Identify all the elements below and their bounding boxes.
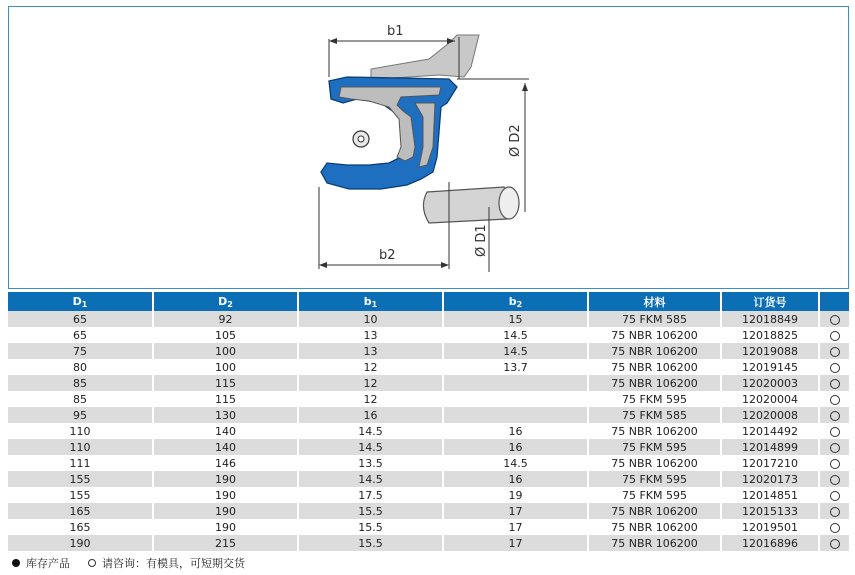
cell-d2: 105 — [153, 327, 298, 343]
empty-circle-icon — [830, 459, 840, 469]
empty-circle-icon — [830, 443, 840, 453]
cell-order: 12020004 — [721, 391, 819, 407]
empty-circle-icon — [88, 559, 96, 567]
cell-material: 75 FKM 595 — [588, 487, 721, 503]
header-label: 订货号 — [753, 295, 787, 309]
cell-d2: 140 — [153, 439, 298, 455]
cell-d2: 92 — [153, 311, 298, 327]
empty-circle-icon — [830, 411, 840, 421]
cell-b1: 14.5 — [298, 423, 443, 439]
table-row — [8, 519, 849, 535]
cell-b2: 16 — [443, 471, 588, 487]
cell-b1: 15.5 — [298, 503, 443, 519]
empty-circle-icon — [830, 523, 840, 533]
shaft-end — [499, 187, 519, 219]
cell-d2: 140 — [153, 423, 298, 439]
table-row — [8, 327, 849, 343]
empty-circle-icon — [830, 331, 840, 341]
empty-circle-icon — [830, 427, 840, 437]
column-header-6 — [819, 292, 849, 311]
cell-d1: 190 — [8, 535, 153, 551]
header-subscript: 1 — [81, 299, 88, 309]
empty-circle-icon — [830, 395, 840, 405]
cell-order: 12016896 — [721, 535, 819, 551]
cell-order: 12020173 — [721, 471, 819, 487]
cell-d1: 85 — [8, 391, 153, 407]
cell-d1: 95 — [8, 407, 153, 423]
cell-material: 75 FKM 595 — [588, 471, 721, 487]
cell-d2: 100 — [153, 343, 298, 359]
table-row — [8, 503, 849, 519]
cell-stock-status — [819, 471, 849, 487]
cell-stock-status — [819, 487, 849, 503]
cell-b1: 13.5 — [298, 455, 443, 471]
cell-b1: 15.5 — [298, 519, 443, 535]
label-d2: Ø D2 — [508, 124, 523, 157]
technical-drawing-panel — [8, 6, 849, 289]
cell-b1: 12 — [298, 359, 443, 375]
legend-in-stock: 库存产品 — [26, 557, 70, 570]
cell-order: 12015133 — [721, 503, 819, 519]
cell-b2: 15 — [443, 311, 588, 327]
table-row — [8, 423, 849, 439]
cell-d1: 111 — [8, 455, 153, 471]
cell-b2: 16 — [443, 423, 588, 439]
header-label: 材料 — [643, 295, 666, 309]
table-row — [8, 439, 849, 455]
legend-inquiry: 请咨询：有模具，可短期交货 — [102, 557, 245, 570]
cell-order: 12019088 — [721, 343, 819, 359]
empty-circle-icon — [830, 363, 840, 373]
cell-stock-status — [819, 311, 849, 327]
cell-order: 12020008 — [721, 407, 819, 423]
empty-circle-icon — [830, 507, 840, 517]
cell-b2 — [443, 407, 588, 423]
table-row — [8, 535, 849, 551]
cell-stock-status — [819, 519, 849, 535]
cell-material: 75 NBR 106200 — [588, 359, 721, 375]
cell-d2: 115 — [153, 375, 298, 391]
cell-d1: 155 — [8, 487, 153, 503]
column-header-4 — [588, 292, 721, 311]
cell-d1: 65 — [8, 327, 153, 343]
table-body — [8, 311, 849, 551]
empty-circle-icon — [830, 539, 840, 549]
cell-d1: 85 — [8, 375, 153, 391]
label-b1: b1 — [387, 24, 404, 39]
cell-stock-status — [819, 391, 849, 407]
column-header-0 — [8, 292, 153, 311]
cell-stock-status — [819, 455, 849, 471]
cell-d1: 165 — [8, 503, 153, 519]
table-row — [8, 487, 849, 503]
cell-material: 75 FKM 595 — [588, 439, 721, 455]
cell-order: 12019501 — [721, 519, 819, 535]
cell-stock-status — [819, 407, 849, 423]
table-row — [8, 359, 849, 375]
cell-b1: 12 — [298, 375, 443, 391]
table-row — [8, 391, 849, 407]
cell-material: 75 NBR 106200 — [588, 375, 721, 391]
column-header-5 — [721, 292, 819, 311]
cell-d2: 190 — [153, 503, 298, 519]
cell-b2: 19 — [443, 487, 588, 503]
cell-material: 75 FKM 585 — [588, 311, 721, 327]
cell-b1: 10 — [298, 311, 443, 327]
filled-circle-icon — [12, 559, 20, 567]
cell-b2: 16 — [443, 439, 588, 455]
cell-stock-status — [819, 327, 849, 343]
seal-cross-section-drawing — [9, 7, 850, 290]
cell-b2: 17 — [443, 535, 588, 551]
cell-material: 75 NBR 106200 — [588, 535, 721, 551]
cell-material: 75 NBR 106200 — [588, 519, 721, 535]
cell-d2: 190 — [153, 487, 298, 503]
cell-d1: 75 — [8, 343, 153, 359]
empty-circle-icon — [830, 315, 840, 325]
cell-order: 12014851 — [721, 487, 819, 503]
header-label: D — [218, 294, 228, 308]
cell-b1: 14.5 — [298, 439, 443, 455]
cell-stock-status — [819, 375, 849, 391]
table-header-row — [8, 292, 849, 311]
cell-d2: 190 — [153, 519, 298, 535]
cell-d2: 115 — [153, 391, 298, 407]
cell-d2: 215 — [153, 535, 298, 551]
cell-d1: 165 — [8, 519, 153, 535]
cell-d1: 110 — [8, 439, 153, 455]
cell-stock-status — [819, 343, 849, 359]
cell-b1: 12 — [298, 391, 443, 407]
spring-core — [358, 136, 364, 142]
cell-material: 75 NBR 106200 — [588, 503, 721, 519]
header-label: D — [72, 294, 82, 308]
cell-d2: 130 — [153, 407, 298, 423]
cell-b2 — [443, 391, 588, 407]
housing-shape — [371, 35, 479, 79]
cell-b1: 13 — [298, 343, 443, 359]
cell-stock-status — [819, 535, 849, 551]
cell-order: 12018825 — [721, 327, 819, 343]
empty-circle-icon — [830, 347, 840, 357]
cell-b1: 17.5 — [298, 487, 443, 503]
cell-d1: 155 — [8, 471, 153, 487]
empty-circle-icon — [830, 475, 840, 485]
cell-order: 12020003 — [721, 375, 819, 391]
cell-material: 75 FKM 595 — [588, 391, 721, 407]
cell-b2: 17 — [443, 503, 588, 519]
cell-material: 75 NBR 106200 — [588, 327, 721, 343]
cell-d1: 65 — [8, 311, 153, 327]
legend — [12, 555, 245, 571]
cell-d1: 110 — [8, 423, 153, 439]
header-subscript: 2 — [516, 299, 523, 309]
table-row — [8, 407, 849, 423]
label-b2: b2 — [379, 248, 396, 263]
cell-material: 75 NBR 106200 — [588, 455, 721, 471]
cell-material: 75 FKM 585 — [588, 407, 721, 423]
table-row — [8, 471, 849, 487]
shaft-shape — [423, 187, 509, 223]
cell-stock-status — [819, 359, 849, 375]
cell-b2: 17 — [443, 519, 588, 535]
empty-circle-icon — [830, 379, 840, 389]
header-label: b — [363, 294, 372, 308]
cell-order: 12017210 — [721, 455, 819, 471]
cell-material: 75 NBR 106200 — [588, 423, 721, 439]
cell-order: 12018849 — [721, 311, 819, 327]
cell-b1: 14.5 — [298, 471, 443, 487]
cell-d1: 80 — [8, 359, 153, 375]
cell-stock-status — [819, 439, 849, 455]
empty-circle-icon — [830, 491, 840, 501]
cell-b2: 14.5 — [443, 455, 588, 471]
cell-b2: 14.5 — [443, 327, 588, 343]
column-header-1 — [153, 292, 298, 311]
cell-stock-status — [819, 423, 849, 439]
cell-order: 12014492 — [721, 423, 819, 439]
cell-b2: 13.7 — [443, 359, 588, 375]
table-row — [8, 375, 849, 391]
table-row — [8, 343, 849, 359]
column-header-2 — [298, 292, 443, 311]
cell-d2: 146 — [153, 455, 298, 471]
cell-d2: 190 — [153, 471, 298, 487]
header-label: b — [508, 294, 517, 308]
header-subscript: 2 — [227, 299, 233, 309]
cell-order: 12014899 — [721, 439, 819, 455]
table-row — [8, 455, 849, 471]
header-subscript: 1 — [371, 299, 378, 309]
cell-b2: 14.5 — [443, 343, 588, 359]
cell-d2: 100 — [153, 359, 298, 375]
cell-b2 — [443, 375, 588, 391]
cell-order: 12019145 — [721, 359, 819, 375]
cell-stock-status — [819, 503, 849, 519]
product-table — [8, 292, 849, 551]
table-row — [8, 311, 849, 327]
cell-material: 75 NBR 106200 — [588, 343, 721, 359]
label-d1: Ø D1 — [474, 224, 489, 257]
column-header-3 — [443, 292, 588, 311]
cell-b1: 13 — [298, 327, 443, 343]
cell-b1: 15.5 — [298, 535, 443, 551]
cell-b1: 16 — [298, 407, 443, 423]
